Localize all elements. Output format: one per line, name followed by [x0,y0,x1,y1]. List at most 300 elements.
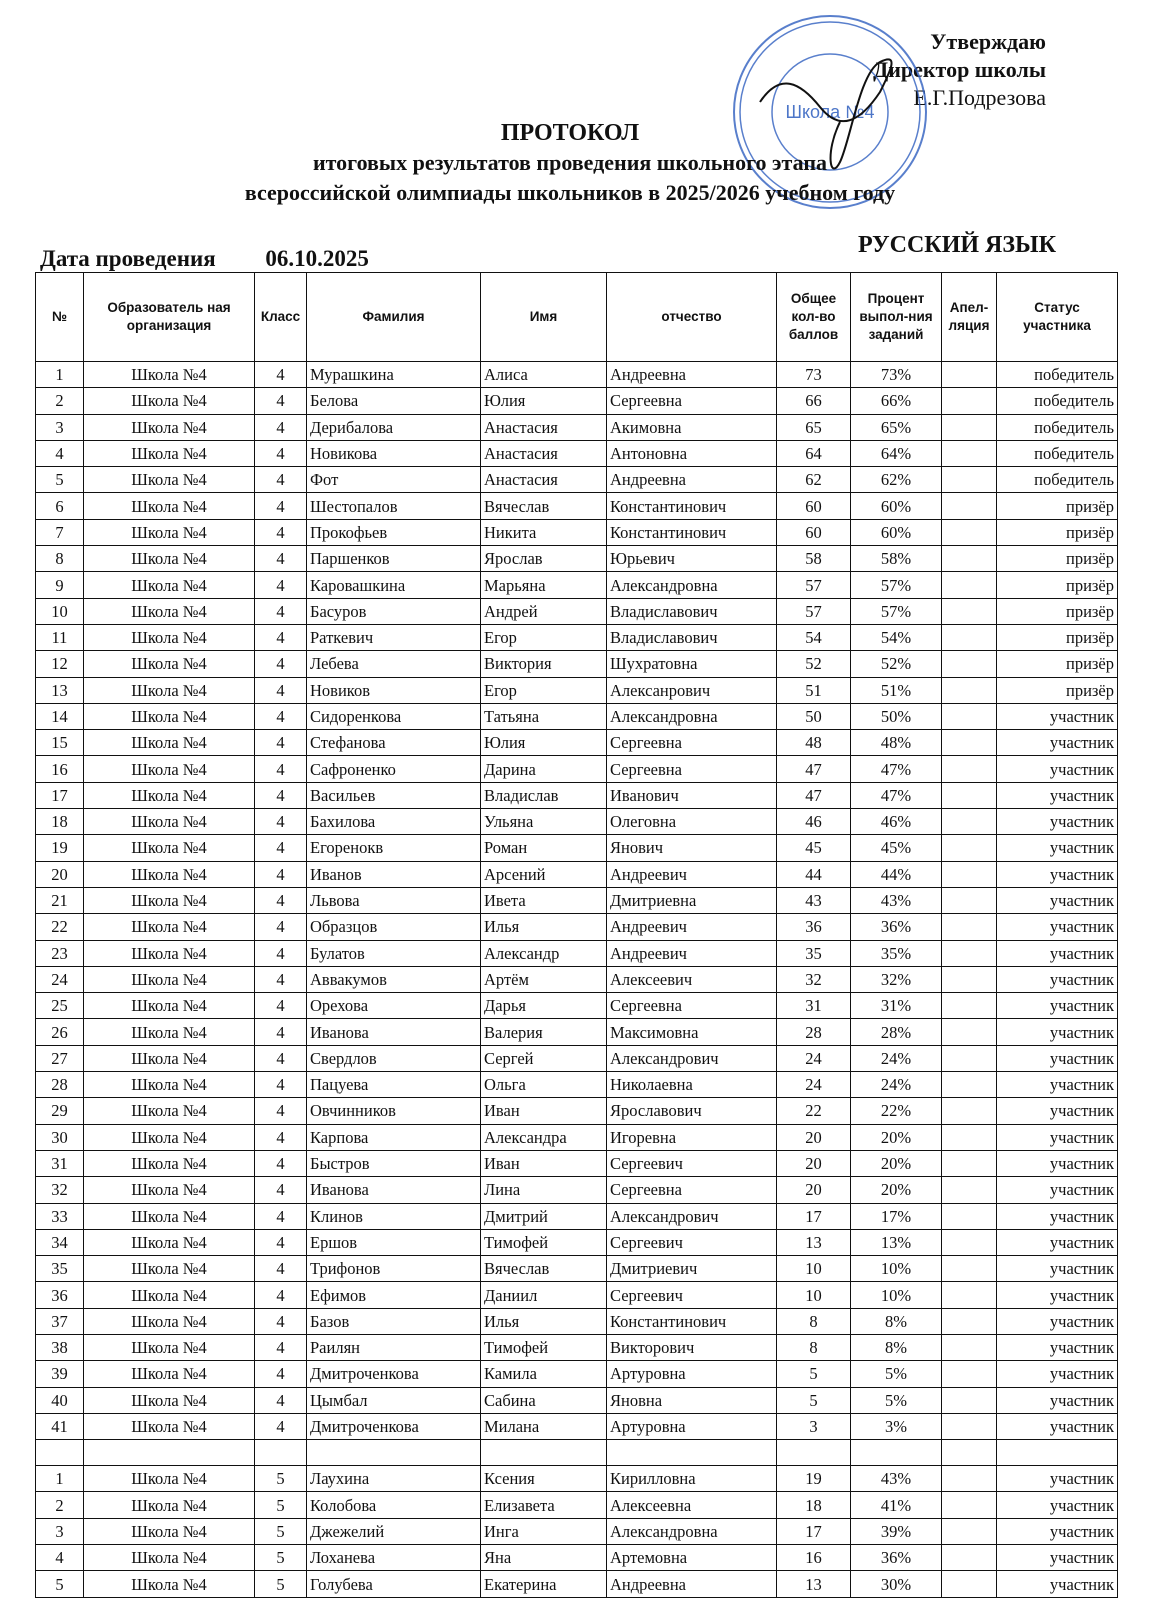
cell-grade: 4 [255,677,307,703]
cell-score: 16 [777,1545,851,1571]
cell-surname [307,1440,481,1466]
cell-percent: 51% [851,677,942,703]
cell-percent: 64% [851,440,942,466]
cell-grade: 4 [255,730,307,756]
cell-appeal [942,467,997,493]
cell-surname: Раткевич [307,624,481,650]
cell-grade: 4 [255,519,307,545]
cell-appeal [942,1545,997,1571]
cell-score: 17 [777,1518,851,1544]
cell-percent: 10% [851,1256,942,1282]
cell-score: 60 [777,519,851,545]
cell-organization: Школа №4 [84,1229,255,1255]
cell-surname: Каровашкина [307,572,481,598]
cell-appeal [942,1177,997,1203]
cell-status: участник [997,1177,1118,1203]
cell-grade: 4 [255,467,307,493]
cell-patronymic: Александрович [607,1045,777,1071]
cell-score: 24 [777,1045,851,1071]
cell-number: 2 [36,1492,84,1518]
cell-name: Юлия [481,730,607,756]
cell-number: 9 [36,572,84,598]
cell-number: 30 [36,1124,84,1150]
cell-name: Вячеслав [481,493,607,519]
cell-surname: Образцов [307,914,481,940]
cell-organization: Школа №4 [84,1413,255,1439]
table-row [36,624,1118,650]
table-row [36,940,1118,966]
cell-organization: Школа №4 [84,861,255,887]
cell-name: Сергей [481,1045,607,1071]
cell-organization: Школа №4 [84,940,255,966]
cell-name: Валерия [481,1019,607,1045]
cell-number: 4 [36,1545,84,1571]
cell-appeal [942,703,997,729]
cell-percent: 58% [851,546,942,572]
cell-appeal [942,914,997,940]
cell-grade: 4 [255,1045,307,1071]
cell-name: Дарина [481,756,607,782]
cell-appeal [942,1045,997,1071]
cell-status: участник [997,1203,1118,1229]
cell-grade: 4 [255,572,307,598]
cell-patronymic: Сергеевна [607,1177,777,1203]
header-col-grade: Класс [255,273,307,362]
cell-percent: 66% [851,388,942,414]
cell-status: участник [997,1413,1118,1439]
cell-grade: 4 [255,993,307,1019]
cell-organization: Школа №4 [84,519,255,545]
table-row [36,1203,1118,1229]
cell-grade: 4 [255,362,307,388]
cell-number: 35 [36,1256,84,1282]
table-row [36,1492,1118,1518]
cell-number: 15 [36,730,84,756]
cell-surname: Цымбал [307,1387,481,1413]
cell-percent: 57% [851,572,942,598]
results-table [35,272,1118,1598]
cell-name: Даниил [481,1282,607,1308]
cell-status: призёр [997,493,1118,519]
cell-status: участник [997,1045,1118,1071]
cell-status: участник [997,1466,1118,1492]
cell-grade: 4 [255,703,307,729]
table-row [36,362,1118,388]
header-col-number: № [36,273,84,362]
cell-status: участник [997,1387,1118,1413]
cell-score: 60 [777,493,851,519]
cell-grade: 5 [255,1492,307,1518]
cell-grade: 4 [255,624,307,650]
cell-surname: Мурашкина [307,362,481,388]
table-row [36,388,1118,414]
cell-patronymic: Ярославович [607,1098,777,1124]
cell-name: Юлия [481,388,607,414]
cell-grade: 4 [255,1387,307,1413]
table-row [36,598,1118,624]
cell-organization: Школа №4 [84,1492,255,1518]
cell-status: участник [997,835,1118,861]
cell-percent: 44% [851,861,942,887]
cell-percent: 43% [851,1466,942,1492]
cell-number: 24 [36,966,84,992]
cell-status: участник [997,1256,1118,1282]
document-subtitle-1: итоговых результатов проведения школьного этапа [312,150,828,175]
cell-number: 12 [36,651,84,677]
cell-grade: 4 [255,1413,307,1439]
table-row [36,677,1118,703]
cell-number: 29 [36,1098,84,1124]
table-header-row [36,273,1118,362]
cell-appeal [942,940,997,966]
cell-percent: 47% [851,756,942,782]
cell-patronymic: Дмитриевна [607,887,777,913]
table-row [36,414,1118,440]
cell-number: 40 [36,1387,84,1413]
cell-status: участник [997,1072,1118,1098]
cell-grade: 4 [255,493,307,519]
cell-status: участник [997,940,1118,966]
table-row [36,572,1118,598]
cell-number: 5 [36,1571,84,1597]
cell-grade: 4 [255,1203,307,1229]
cell-organization: Школа №4 [84,887,255,913]
cell-percent: 13% [851,1229,942,1255]
cell-number: 20 [36,861,84,887]
cell-percent: 46% [851,809,942,835]
cell-grade: 4 [255,1124,307,1150]
cell-status: участник [997,914,1118,940]
cell-patronymic: Яновна [607,1387,777,1413]
cell-grade: 4 [255,1361,307,1387]
cell-percent: 10% [851,1282,942,1308]
cell-surname: Лаухина [307,1466,481,1492]
cell-patronymic: Сергеевич [607,1150,777,1176]
cell-status: призёр [997,677,1118,703]
table-row [36,1256,1118,1282]
cell-appeal [942,1492,997,1518]
cell-status: участник [997,993,1118,1019]
cell-status: участник [997,1518,1118,1544]
cell-surname: Львова [307,887,481,913]
cell-surname: Джежелий [307,1518,481,1544]
cell-score: 18 [777,1492,851,1518]
cell-percent: 32% [851,966,942,992]
cell-organization: Школа №4 [84,809,255,835]
table-row [36,782,1118,808]
cell-grade: 4 [255,861,307,887]
cell-appeal [942,1518,997,1544]
cell-score: 24 [777,1072,851,1098]
cell-patronymic: Андреевна [607,362,777,388]
cell-grade: 4 [255,546,307,572]
cell-status: участник [997,1571,1118,1597]
cell-percent: 43% [851,887,942,913]
cell-score: 20 [777,1124,851,1150]
cell-patronymic: Артуровна [607,1413,777,1439]
cell-grade: 4 [255,914,307,940]
cell-status: участник [997,782,1118,808]
cell-grade: 4 [255,782,307,808]
cell-percent: 65% [851,414,942,440]
cell-name: Иван [481,1098,607,1124]
cell-patronymic: Александровна [607,703,777,729]
cell-grade: 4 [255,651,307,677]
cell-grade: 4 [255,940,307,966]
cell-percent: 22% [851,1098,942,1124]
cell-patronymic: Константинович [607,519,777,545]
cell-appeal [942,1334,997,1360]
date-label: Дата проведения [40,246,216,271]
cell-appeal [942,598,997,624]
cell-surname: Аввакумов [307,966,481,992]
cell-surname: Пацуева [307,1072,481,1098]
approval-line: Утверждаю [930,29,1046,54]
cell-status: участник [997,756,1118,782]
cell-patronymic: Шухратовна [607,651,777,677]
cell-percent: 8% [851,1308,942,1334]
header-col-name: Имя [481,273,607,362]
table-row [36,730,1118,756]
cell-grade: 4 [255,1308,307,1334]
cell-appeal [942,1098,997,1124]
cell-name: Алиса [481,362,607,388]
table-row [36,1177,1118,1203]
cell-patronymic: Алексеевич [607,966,777,992]
cell-surname: Орехова [307,993,481,1019]
cell-name: Андрей [481,598,607,624]
cell-surname: Ершов [307,1229,481,1255]
cell-organization: Школа №4 [84,651,255,677]
cell-appeal [942,1440,997,1466]
cell-organization: Школа №4 [84,1045,255,1071]
cell-number: 33 [36,1203,84,1229]
cell-appeal [942,440,997,466]
cell-grade: 4 [255,835,307,861]
cell-organization: Школа №4 [84,1098,255,1124]
cell-score: 32 [777,966,851,992]
cell-number: 32 [36,1177,84,1203]
cell-appeal [942,414,997,440]
cell-surname: Лебева [307,651,481,677]
cell-score: 17 [777,1203,851,1229]
cell-name: Ульяна [481,809,607,835]
cell-organization: Школа №4 [84,624,255,650]
cell-score: 46 [777,809,851,835]
cell-score: 45 [777,835,851,861]
cell-score: 8 [777,1334,851,1360]
cell-grade: 4 [255,966,307,992]
cell-percent: 62% [851,467,942,493]
cell-status: призёр [997,546,1118,572]
cell-name: Анастасия [481,414,607,440]
cell-score: 36 [777,914,851,940]
cell-score: 65 [777,414,851,440]
cell-patronymic: Андреевна [607,467,777,493]
cell-status: призёр [997,651,1118,677]
cell-appeal [942,1019,997,1045]
cell-surname: Васильев [307,782,481,808]
cell-name: Яна [481,1545,607,1571]
cell-patronymic: Сергеевна [607,388,777,414]
cell-grade: 5 [255,1518,307,1544]
cell-appeal [942,519,997,545]
cell-name: Никита [481,519,607,545]
cell-status: участник [997,1150,1118,1176]
cell-grade: 4 [255,1019,307,1045]
cell-organization: Школа №4 [84,1019,255,1045]
cell-grade: 4 [255,1334,307,1360]
stamp-text: Школа №4 [785,102,875,122]
cell-grade: 4 [255,1282,307,1308]
cell-appeal [942,861,997,887]
cell-status: участник [997,1334,1118,1360]
cell-score: 13 [777,1571,851,1597]
cell-surname: Шестопалов [307,493,481,519]
cell-patronymic: Владиславович [607,598,777,624]
cell-percent: 20% [851,1150,942,1176]
cell-patronymic: Сергеевна [607,730,777,756]
cell-score: 62 [777,467,851,493]
table-row [36,1308,1118,1334]
header-col-organization: Образователь ная организация [84,273,255,362]
cell-percent: 30% [851,1571,942,1597]
table-spacer-row [36,1440,1118,1466]
table-row [36,756,1118,782]
cell-name: Ярослав [481,546,607,572]
table-row [36,861,1118,887]
table-row [36,651,1118,677]
cell-name: Егор [481,677,607,703]
cell-status: участник [997,1545,1118,1571]
cell-surname: Сидоренкова [307,703,481,729]
cell-grade: 4 [255,440,307,466]
cell-surname: Базов [307,1308,481,1334]
cell-organization: Школа №4 [84,1072,255,1098]
table-row [36,493,1118,519]
cell-surname: Овчинников [307,1098,481,1124]
cell-name: Камила [481,1361,607,1387]
cell-number: 34 [36,1229,84,1255]
cell-organization: Школа №4 [84,388,255,414]
cell-number: 21 [36,887,84,913]
cell-organization: Школа №4 [84,1282,255,1308]
cell-organization: Школа №4 [84,414,255,440]
cell-patronymic [607,1440,777,1466]
cell-percent: 57% [851,598,942,624]
cell-grade: 4 [255,598,307,624]
table-row [36,519,1118,545]
cell-score: 10 [777,1256,851,1282]
cell-patronymic: Николаевна [607,1072,777,1098]
cell-status: участник [997,1098,1118,1124]
table-row [36,1150,1118,1176]
cell-score: 54 [777,624,851,650]
cell-appeal [942,388,997,414]
cell-appeal [942,572,997,598]
table-row [36,467,1118,493]
cell-surname: Иванова [307,1177,481,1203]
cell-name: Арсений [481,861,607,887]
cell-name: Роман [481,835,607,861]
cell-number: 22 [36,914,84,940]
cell-appeal [942,966,997,992]
cell-score: 22 [777,1098,851,1124]
cell-appeal [942,362,997,388]
cell-organization: Школа №4 [84,1177,255,1203]
cell-name: Тимофей [481,1229,607,1255]
cell-percent: 73% [851,362,942,388]
cell-status [997,1440,1118,1466]
cell-number: 19 [36,835,84,861]
cell-grade: 4 [255,1177,307,1203]
table-row [36,1518,1118,1544]
cell-patronymic: Андреевич [607,914,777,940]
cell-number: 26 [36,1019,84,1045]
cell-patronymic: Константинович [607,493,777,519]
subject-name: РУССКИЙ ЯЗЫК [857,232,1056,258]
cell-surname: Стефанова [307,730,481,756]
cell-name: Анастасия [481,440,607,466]
cell-number: 37 [36,1308,84,1334]
cell-grade: 4 [255,756,307,782]
cell-number: 10 [36,598,84,624]
cell-percent: 47% [851,782,942,808]
cell-number: 41 [36,1413,84,1439]
cell-name: Егор [481,624,607,650]
table-row [36,993,1118,1019]
cell-name: Анастасия [481,467,607,493]
cell-patronymic: Игоревна [607,1124,777,1150]
cell-surname: Фот [307,467,481,493]
cell-surname: Трифонов [307,1256,481,1282]
cell-organization: Школа №4 [84,993,255,1019]
cell-name: Марьяна [481,572,607,598]
table-row [36,887,1118,913]
cell-organization: Школа №4 [84,1545,255,1571]
cell-percent: 48% [851,730,942,756]
cell-name [481,1440,607,1466]
cell-patronymic: Владиславович [607,624,777,650]
cell-surname: Новикова [307,440,481,466]
cell-name: Ивета [481,887,607,913]
cell-appeal [942,835,997,861]
cell-name: Виктория [481,651,607,677]
cell-status: призёр [997,598,1118,624]
cell-name: Ксения [481,1466,607,1492]
cell-surname: Булатов [307,940,481,966]
cell-name: Сабина [481,1387,607,1413]
cell-percent: 28% [851,1019,942,1045]
cell-patronymic: Александровна [607,1518,777,1544]
cell-name: Артём [481,966,607,992]
cell-grade: 4 [255,1098,307,1124]
cell-percent: 39% [851,1518,942,1544]
cell-appeal [942,993,997,1019]
event-date [40,246,369,272]
cell-number: 6 [36,493,84,519]
cell-organization: Школа №4 [84,1150,255,1176]
cell-percent: 31% [851,993,942,1019]
cell-number: 25 [36,993,84,1019]
cell-status: участник [997,809,1118,835]
cell-organization: Школа №4 [84,1387,255,1413]
cell-number: 14 [36,703,84,729]
cell-appeal [942,1413,997,1439]
cell-percent: 5% [851,1361,942,1387]
cell-score: 20 [777,1150,851,1176]
cell-percent: 24% [851,1045,942,1071]
